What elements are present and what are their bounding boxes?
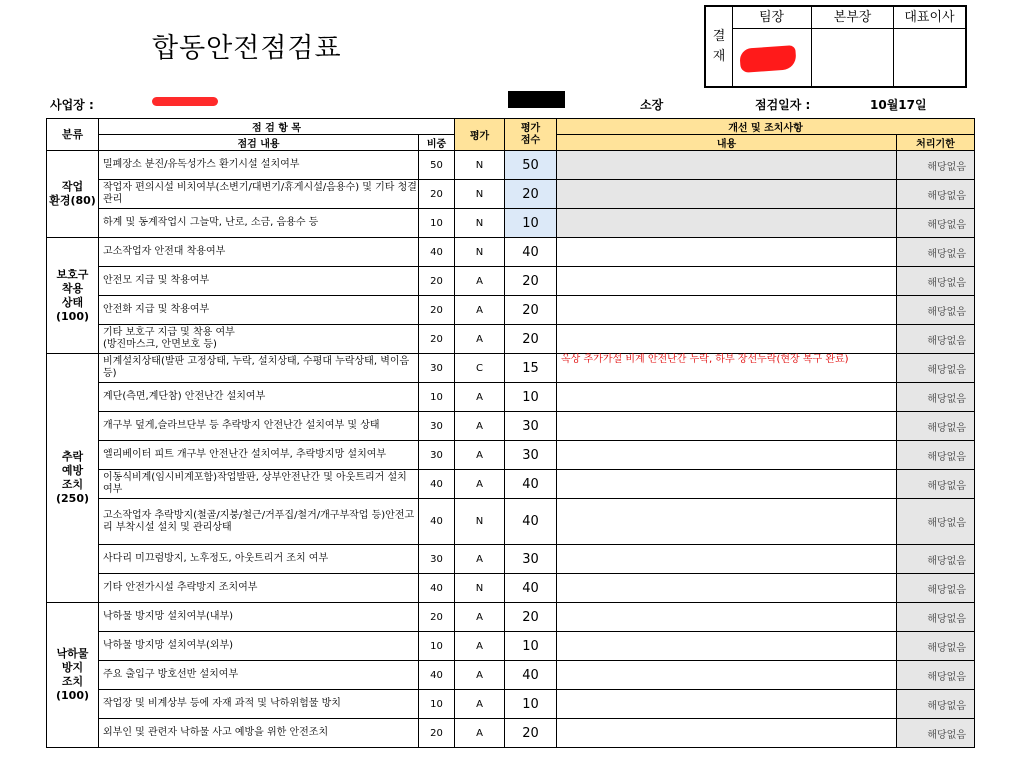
deadline-cell: 해당없음 [897,545,975,574]
table-row [47,470,975,499]
improvement-cell [557,603,897,632]
improvement-cell [557,383,897,412]
weight-cell: 20 [419,180,455,209]
date-value: 10월17일 [870,98,927,112]
weight-cell: 40 [419,661,455,690]
header-inspection-content: 점검 내용 [99,135,419,151]
score-cell: 10 [505,632,557,661]
table-row [47,296,975,325]
inspection-item-cell: 안전모 지급 및 착용여부 [99,267,419,296]
document-title: 합동안전점검표 [152,33,342,64]
category-cell: 보호구 착용 상태 (100) [47,238,99,354]
header-improvement: 개선 및 조치사항 [557,119,975,135]
table-row [47,325,975,354]
weight-cell: 10 [419,209,455,238]
score-cell: 30 [505,545,557,574]
inspection-item-cell: 낙하물 방지망 설치여부(내부) [99,603,419,632]
approval-head-division-head: 본부장 [812,7,893,29]
evaluation-cell: A [455,719,505,748]
black-redaction [508,91,565,108]
improvement-cell [557,180,897,209]
deadline-cell: 해당없음 [897,574,975,603]
deadline-cell: 해당없음 [897,209,975,238]
header-inspection-items: 점 검 항 목 [99,119,455,135]
evaluation-cell: A [455,632,505,661]
inspection-item-cell: 고소작업자 추락방지(철골/지붕/철근/거푸집/철거/개구부작업 등)안전고리 부착시설 설치 및 관리상태 [99,499,419,545]
weight-cell: 10 [419,383,455,412]
score-cell: 50 [505,151,557,180]
category-cell: 작업 환경(80) [47,151,99,238]
improvement-cell: 옥상 추가가설 비계 안전난간 누락, 하부 장선누락(현장 복구 완료) [557,354,897,383]
weight-cell: 20 [419,719,455,748]
weight-cell: 40 [419,238,455,267]
table-row [47,545,975,574]
deadline-cell: 해당없음 [897,151,975,180]
improvement-cell [557,661,897,690]
score-cell: 40 [505,661,557,690]
table-row [47,209,975,238]
inspection-item-cell: 주요 출입구 방호선반 설치여부 [99,661,419,690]
weight-cell: 30 [419,412,455,441]
weight-cell: 20 [419,325,455,354]
approval-col-ceo [894,7,965,86]
table-row [47,151,975,180]
score-cell: 30 [505,441,557,470]
weight-cell: 40 [419,499,455,545]
score-cell: 40 [505,470,557,499]
site-redaction [152,97,218,106]
weight-cell: 50 [419,151,455,180]
evaluation-cell: N [455,180,505,209]
inspection-item-cell: 안전화 지급 및 착용여부 [99,296,419,325]
deadline-cell: 해당없음 [897,499,975,545]
inspection-item-cell: 사다리 미끄럼방지, 노후정도, 아웃트리거 조치 여부 [99,545,419,574]
evaluation-cell: A [455,690,505,719]
deadline-cell: 해당없음 [897,441,975,470]
inspection-item-cell: 기타 보호구 지급 및 착용 여부 (방진마스크, 안면보호 등) [99,325,419,354]
score-cell: 15 [505,354,557,383]
weight-cell: 40 [419,470,455,499]
weight-cell: 20 [419,296,455,325]
approval-col-team-lead [732,7,812,86]
improvement-cell [557,209,897,238]
improvement-cell [557,151,897,180]
improvement-cell [557,545,897,574]
deadline-cell: 해당없음 [897,603,975,632]
table-row [47,354,975,383]
score-cell: 10 [505,383,557,412]
table-row [47,719,975,748]
improvement-cell [557,470,897,499]
evaluation-cell: A [455,267,505,296]
table-row [47,574,975,603]
category-cell: 낙하물 방지 조치 (100) [47,603,99,748]
evaluation-cell: A [455,325,505,354]
score-cell: 20 [505,603,557,632]
deadline-cell: 해당없음 [897,383,975,412]
table-row [47,632,975,661]
inspection-item-cell: 외부인 및 관련자 낙하물 사고 예방을 위한 안전조치 [99,719,419,748]
inspection-item-cell: 기타 안전가시설 추락방지 조치여부 [99,574,419,603]
evaluation-cell: A [455,412,505,441]
table-row [47,690,975,719]
evaluation-cell: C [455,354,505,383]
deadline-cell: 해당없음 [897,690,975,719]
site-label: 사업장 : [50,98,94,112]
evaluation-cell: A [455,470,505,499]
weight-cell: 30 [419,545,455,574]
score-cell: 10 [505,690,557,719]
score-cell: 40 [505,574,557,603]
deadline-cell: 해당없음 [897,470,975,499]
approval-col-division-head [812,7,894,86]
improvement-cell [557,296,897,325]
approval-box [704,5,967,88]
evaluation-cell: N [455,238,505,267]
score-cell: 40 [505,499,557,545]
evaluation-cell: A [455,545,505,574]
table-row [47,180,975,209]
header-content: 내용 [557,135,897,151]
inspection-item-cell: 계단(측면,계단참) 안전난간 설치여부 [99,383,419,412]
improvement-cell [557,632,897,661]
evaluation-cell: N [455,499,505,545]
improvement-cell [557,719,897,748]
weight-cell: 40 [419,574,455,603]
deadline-cell: 해당없음 [897,238,975,267]
header-weight: 비중 [419,135,455,151]
improvement-cell [557,238,897,267]
deadline-cell: 해당없음 [897,661,975,690]
header-category: 분류 [47,119,99,151]
inspection-item-cell: 밀폐장소 분진/유독성가스 환기시설 설치여부 [99,151,419,180]
improvement-cell [557,441,897,470]
deadline-cell: 해당없음 [897,180,975,209]
score-cell: 30 [505,412,557,441]
improvement-cell [557,574,897,603]
header-evaluation: 평가 [455,119,505,151]
evaluation-cell: A [455,603,505,632]
inspection-table [46,118,975,748]
approval-label [706,7,733,86]
weight-cell: 10 [419,632,455,661]
score-cell: 10 [505,209,557,238]
deadline-cell: 해당없음 [897,296,975,325]
evaluation-cell: N [455,151,505,180]
table-row [47,661,975,690]
table-row [47,383,975,412]
table-row [47,238,975,267]
date-label: 점검일자 : [755,98,811,112]
evaluation-cell: A [455,661,505,690]
deadline-cell: 해당없음 [897,719,975,748]
improvement-cell [557,499,897,545]
evaluation-cell: A [455,296,505,325]
inspection-item-cell: 비계설치상태(발판 고정상태, 누락, 설치상태, 수평대 누락상태, 벽이음 등) [99,354,419,383]
score-cell: 20 [505,180,557,209]
inspection-item-cell: 작업장 및 비계상부 등에 자재 과적 및 낙하위험물 방치 [99,690,419,719]
inspection-item-cell: 엘리베이터 피트 개구부 안전난간 설치여부, 추락방지망 설치여부 [99,441,419,470]
approval-label-1: 결 [712,28,726,44]
table-body [47,151,975,748]
inspection-item-cell: 낙하물 방지망 설치여부(외부) [99,632,419,661]
inspection-item-cell: 개구부 덮게,슬라브단부 등 추락방지 안전난간 설치여부 및 상태 [99,412,419,441]
inspection-item-cell: 하계 및 동계작업시 그늘막, 난로, 소금, 음용수 등 [99,209,419,238]
improvement-cell [557,412,897,441]
score-cell: 20 [505,296,557,325]
deadline-cell: 해당없음 [897,354,975,383]
header-deadline: 처리기한 [897,135,975,151]
evaluation-cell: A [455,441,505,470]
evaluation-cell: A [455,383,505,412]
evaluation-cell: N [455,574,505,603]
signature-redaction [739,45,797,73]
approval-label-2: 재 [712,48,726,64]
weight-cell: 20 [419,603,455,632]
score-cell: 20 [505,325,557,354]
improvement-cell [557,267,897,296]
weight-cell: 30 [419,354,455,383]
improvement-cell [557,690,897,719]
table-row [47,412,975,441]
deadline-cell: 해당없음 [897,412,975,441]
weight-cell: 20 [419,267,455,296]
inspection-item-cell: 이동식비계(임시비계포함)작업발판, 상부안전난간 및 아웃트리거 설치 여부 [99,470,419,499]
table-row [47,603,975,632]
approval-head-ceo: 대표이사 [894,7,965,29]
score-cell: 20 [505,267,557,296]
deadline-cell: 해당없음 [897,632,975,661]
inspection-item-cell: 작업자 편의시설 비치여부(소변기/대변기/휴게시설/음용수) 및 기타 청결관리 [99,180,419,209]
weight-cell: 30 [419,441,455,470]
header-eval-score: 평가 점수 [505,119,557,151]
table-row [47,267,975,296]
table-row [47,441,975,470]
table-row [47,499,975,545]
manager-label: 소장 [640,98,664,112]
category-cell: 추락 예방 조치 (250) [47,354,99,603]
deadline-cell: 해당없음 [897,267,975,296]
improvement-cell [557,325,897,354]
evaluation-cell: N [455,209,505,238]
inspection-item-cell: 고소작업자 안전대 착용여부 [99,238,419,267]
score-cell: 20 [505,719,557,748]
approval-head-team-lead: 팀장 [732,7,811,29]
weight-cell: 10 [419,690,455,719]
deadline-cell: 해당없음 [897,325,975,354]
score-cell: 40 [505,238,557,267]
